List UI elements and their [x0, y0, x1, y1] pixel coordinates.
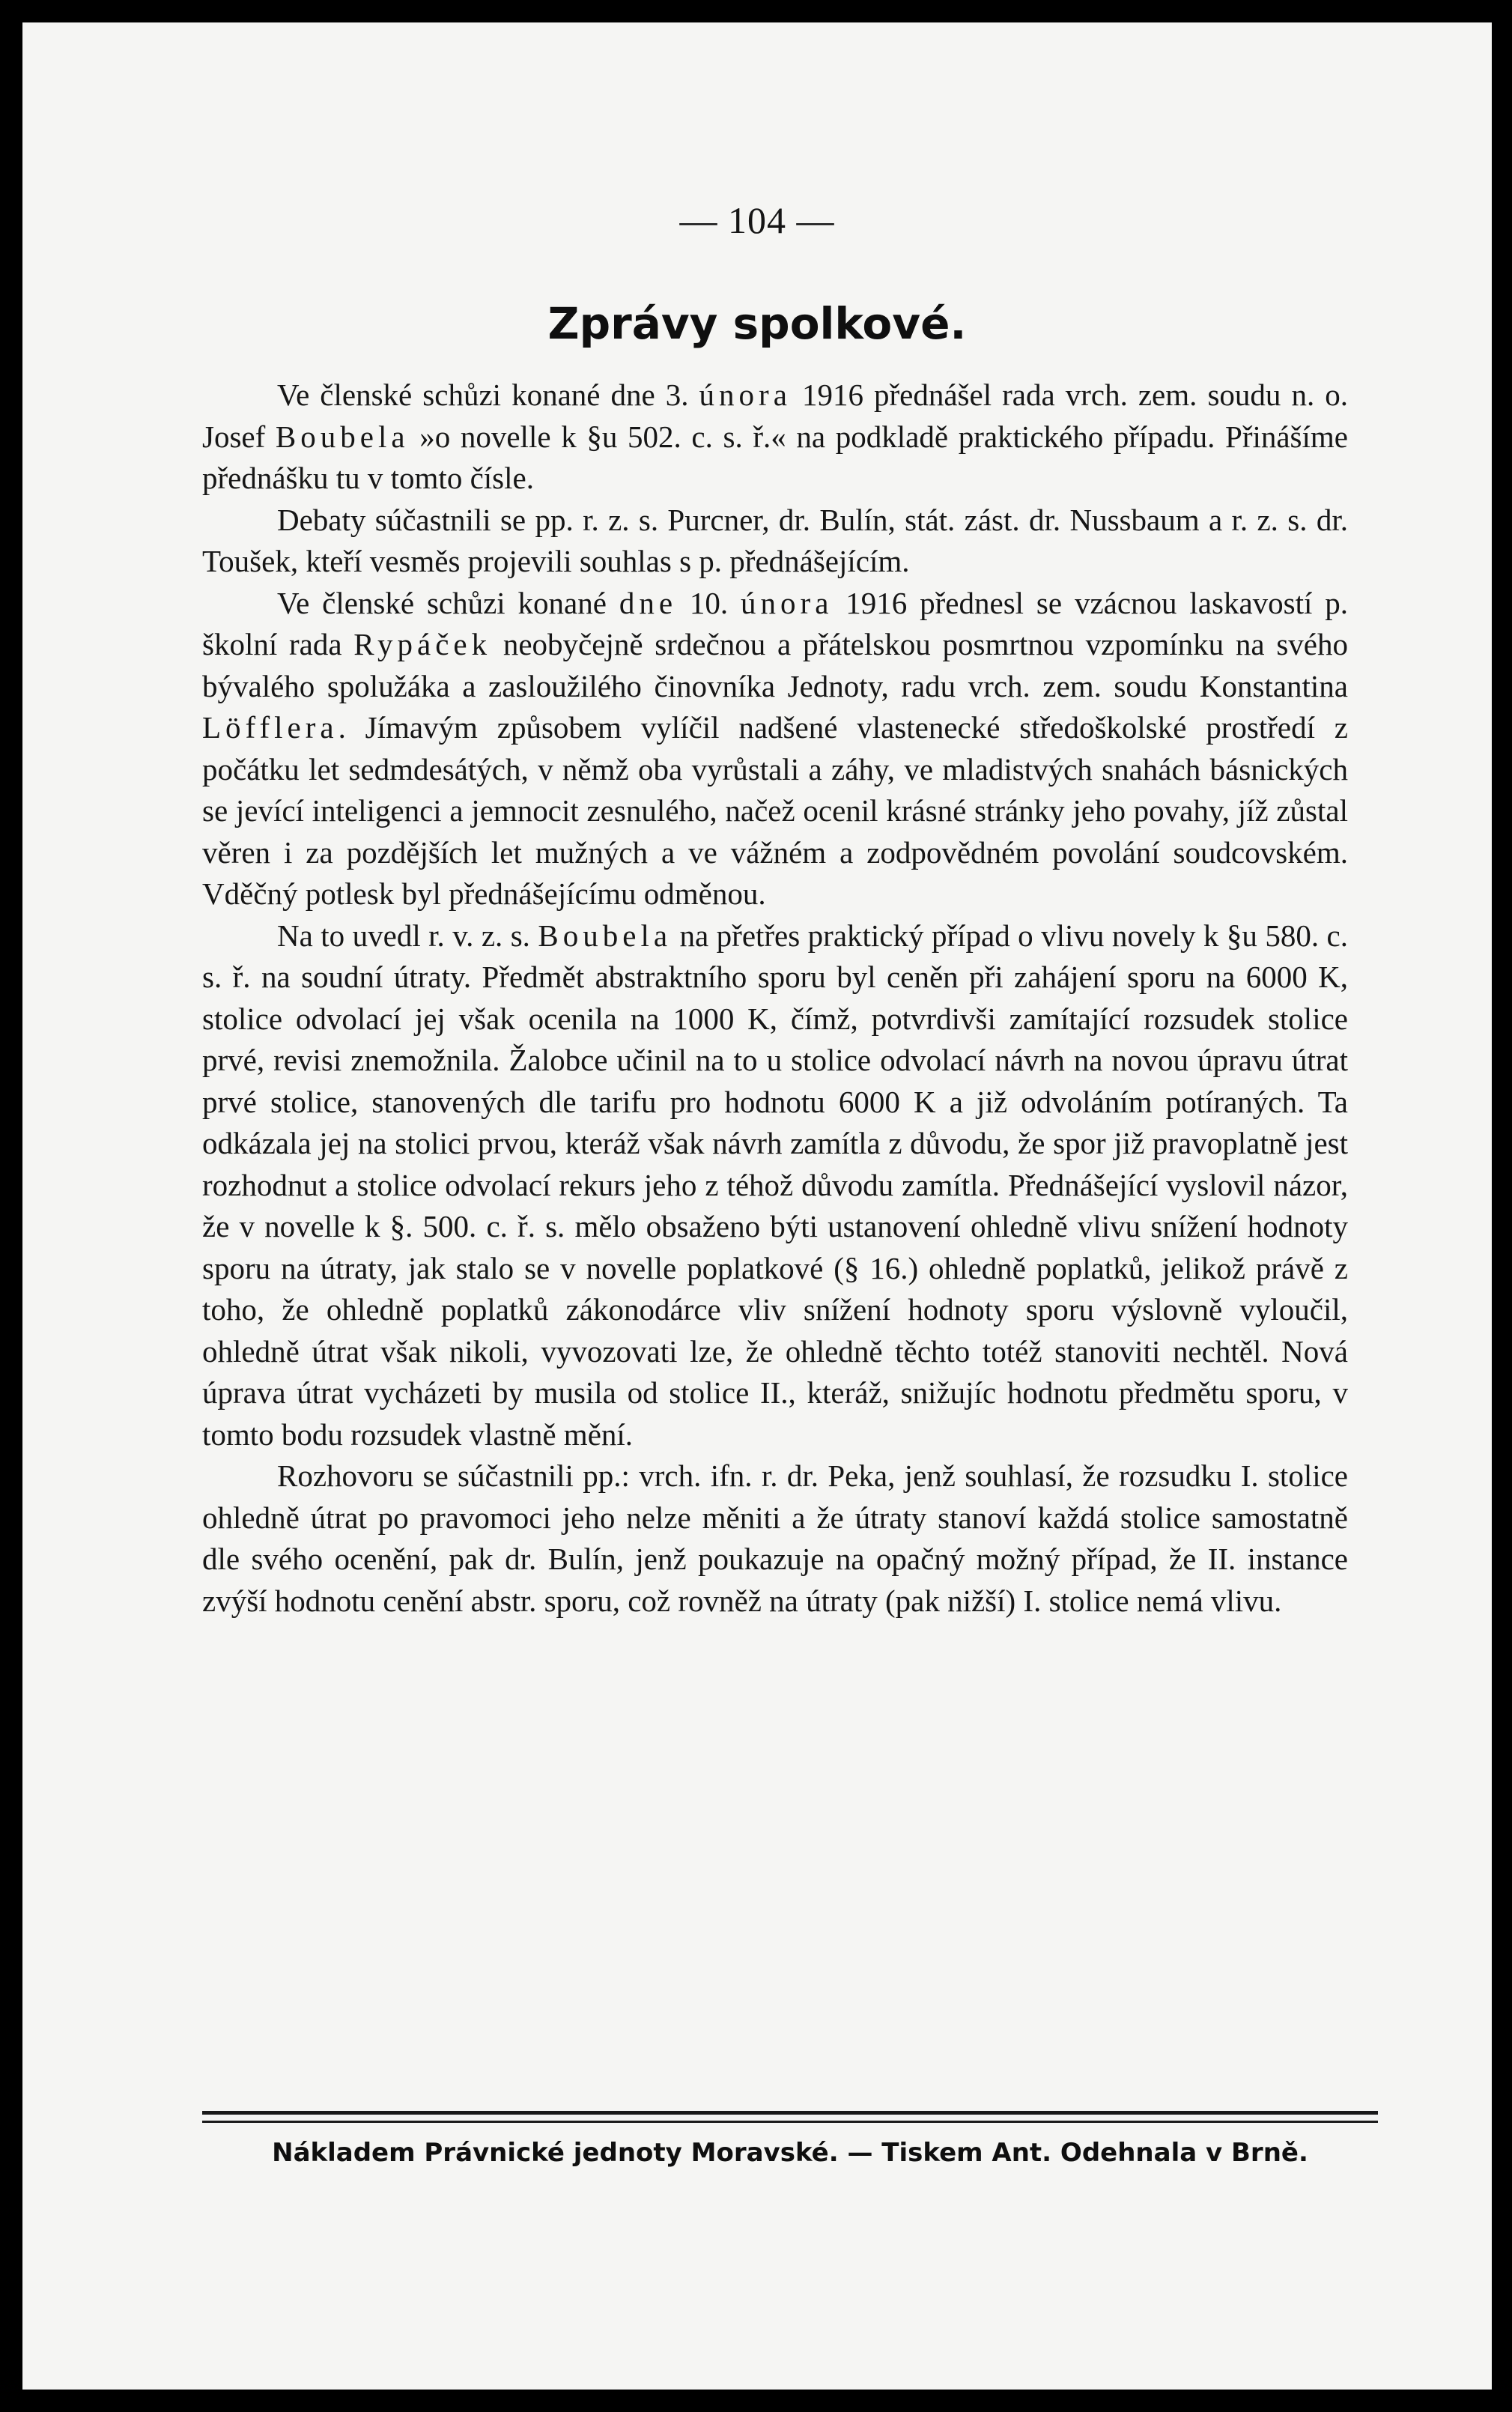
text-run: Rozhovoru se súčastnili pp.: vrch. ifn. r. dr. Peka, jenž souhlasí, že rozsudku I. stolice ohledně útrat po pravomoci jeho nelze měniti a že útraty stanoví každá stolice samostatně dle svého ocenění, pak dr. Bulín, jenž poukazuje na opačný možný případ, že II. instance zvýší hodnotu cenění abstr. sporu, což rovněž na útraty (pak nižší) I. stolice nemá vlivu.: [202, 1458, 1348, 1618]
document-page: [22, 22, 1492, 2390]
paragraph-debate-participants: [202, 500, 1348, 583]
spaced-name: Löfflera: [202, 710, 338, 745]
text-run: na přetřes praktický případ o vlivu novely k §u 580. c. s. ř. na soudní útraty. Předmět abstraktního sporu byl ceněn při zahájení sporu na 6000 K, stolice odvolací jej však ocenila na 1000 K, čímž, potvrdivši zamítající rozsudek stolice prvé, revisi znemožnila. Žalobce učinil na to u stolice odvolací návrh na novou úpravu útrat prvé stolice, stanovených dle tarifu pro hodnotu 6000 K a již odvoláním potíraných. Ta odkázala jej na stolici prvou, kteráž však návrh zamítla z důvodu, že spor již pravoplatně jest rozhodnut a stolice odvolací rekurs jeho z téhož důvodu zamítla. Přednášející vyslovil názor, že v novelle k §. 500. c. ř. s. mělo obsaženo býti ustanovení ohledně vlivu snížení hodnoty sporu na útraty, jak stalo se v novelle poplatkové (§ 16.) ohledně poplatků, jelikož právě z toho, že ohledně poplatků zákonodárce vliv snížení hodnoty sporu výslovně vyloučil, ohledně útrat však nikoli, vyvozovati lze, že ohledně těchto totéž stanoviti nechtěl. Nová úprava útrat vycházeti by musila od stolice II., kteráž, snižujíc hodnotu předmětu sporu, v tomto bodu rozsudek vlastně mění.: [202, 918, 1349, 1452]
spaced-name: Boubela: [275, 419, 410, 454]
text-run: Ve členské schůzi konané: [277, 585, 619, 620]
text-run: 1916 přednášel rada vrch. zem. soudu n. o. Josef: [202, 378, 1348, 454]
publisher-imprint: Nákladem Právnické jednoty Moravské. — Tiskem Ant. Odehnala v Brně.: [272, 2138, 1308, 2168]
spaced-text: dne: [619, 585, 678, 620]
text-run: Ve členské schůzi konané dne 3.: [277, 378, 699, 412]
text-run: neobyčejně srdečnou a přátelskou posmrtnou vzpomínku na svého bývalého spolužáka a zasloužilého činovníka Jednoty, radu vrch. zem. soudu Konstantina: [202, 627, 1348, 703]
paragraph-meeting-3-february: [202, 375, 1348, 500]
text-run: »o novelle k §u 502. c. s. ř.« na podkladě praktického případu. Přinášíme přednášku tu v tomto čísle.: [202, 419, 1348, 495]
text-run: Debaty súčastnili se pp. r. z. s. Purcner, dr. Bulín, stát. zást. dr. Nussbaum a r. z. s. dr. Toušek, kteří vesměs projevili souhlas s p. přednášejícím.: [202, 502, 1348, 578]
section-heading: Zprávy spolkové.: [547, 298, 967, 349]
footer-divider-thin: [202, 2121, 1378, 2123]
article-body: [202, 375, 1348, 1622]
spaced-text: února: [741, 585, 834, 620]
footer-divider-thick: [202, 2111, 1378, 2115]
paragraph-practical-case: [202, 915, 1348, 1456]
spaced-name: Boubela: [538, 918, 672, 953]
page-number: — 104 —: [679, 199, 835, 241]
text-run: 1916 přednesl se vzácnou laskavostí p. školní rada: [202, 585, 1349, 661]
paragraph-meeting-10-february: [202, 583, 1348, 915]
spaced-text: února: [699, 378, 792, 412]
text-run: . Jímavým způsobem vylíčil nadšené vlastenecké středoškolské prostředí z počátku let sedmdesátých, v němž oba vyrůstali a záhy, ve mladistvých snahách básnických se jevící inteligenci a jemnocit zesnulého, načež ocenil krásné stránky jeho povahy, jíž zůstal věren i za pozdějších let mužných a ve vážném a zodpovědném povolání soudcovském. Vděčný potlesk byl přednášejícímu odměnou.: [202, 710, 1348, 911]
spaced-name: Rypáček: [353, 627, 492, 661]
text-run: 10.: [677, 585, 741, 620]
paragraph-discussion: [202, 1455, 1348, 1622]
text-run: Na to uvedl r. v. z. s.: [277, 918, 538, 953]
